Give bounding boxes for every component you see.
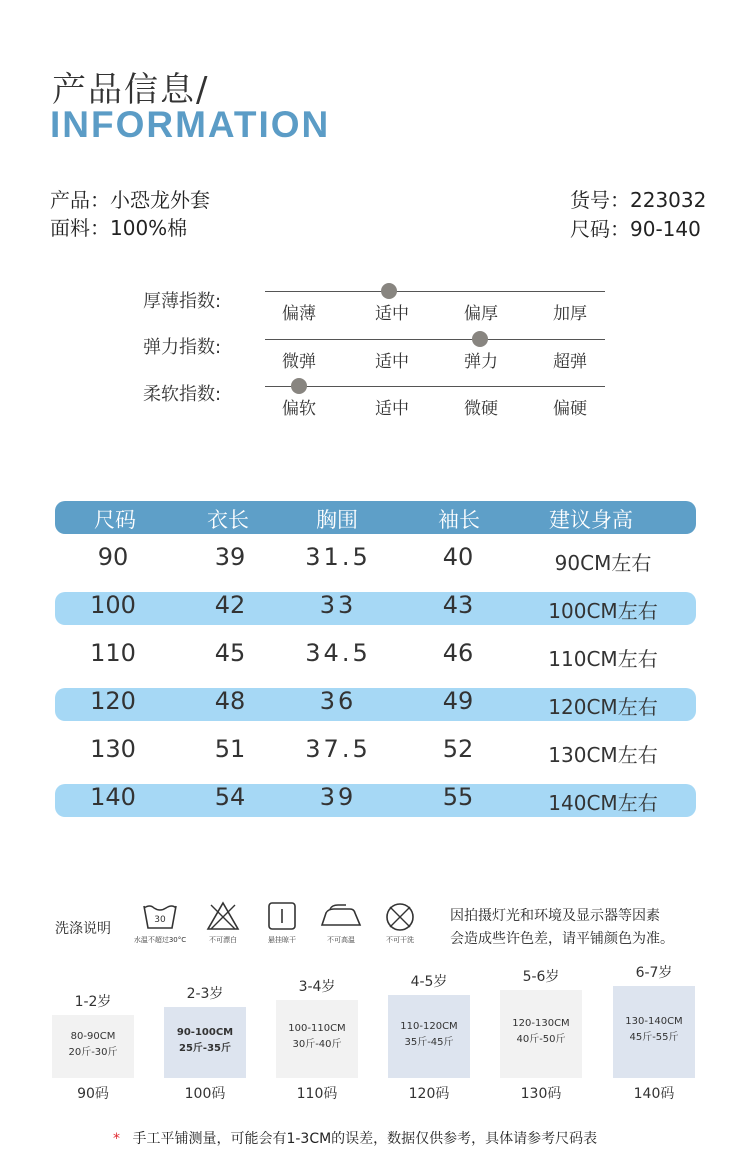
table-cell: 37.5 (305, 735, 371, 763)
age-height-range: 110-120CM (400, 1020, 458, 1032)
wash-title: 洗涤说明 (55, 921, 111, 937)
size-code-label: 90码 (77, 1086, 109, 1102)
table-cell: 130 (90, 735, 136, 763)
color-note-line1: 因拍摄灯光和环境及显示器等因素 (450, 908, 660, 924)
footer-star: * (113, 1131, 120, 1147)
table-cell: 120 (90, 687, 136, 715)
index-option: 适中 (375, 352, 409, 372)
index-option: 偏硬 (553, 399, 587, 419)
index-scale-line (265, 339, 605, 340)
table-cell: 120CM左右 (548, 695, 658, 719)
table-cell: 51 (214, 735, 246, 763)
age-size-box (388, 995, 470, 1078)
age-weight-range: 20斤-30斤 (68, 1046, 118, 1058)
header-chest: 胸围 (316, 508, 358, 532)
product-size-range: 尺码：90-140 (570, 217, 701, 241)
page-title-cn: 产品信息/ (52, 70, 210, 110)
wash-caption-temp: 水温不超过30°C (133, 936, 187, 944)
age-height-range: 120-130CM (512, 1018, 570, 1029)
size-table-header (55, 501, 696, 534)
age-label: 5-6岁 (522, 969, 560, 985)
footer-text: 手工平铺测量，可能会有1-3CM的误差，数据仅供参考，具体请参考尺码表 (132, 1131, 598, 1147)
age-size-box (613, 986, 695, 1078)
wash-caption-bleach: 不可漂白 (209, 936, 237, 944)
product-fabric: 面料：100%棉 (50, 216, 188, 240)
wash-temp-number: 30 (154, 915, 166, 925)
table-cell: 36 (319, 687, 357, 715)
table-cell: 140 (90, 783, 136, 811)
table-cell: 31.5 (305, 543, 371, 571)
age-label: 3-4岁 (298, 979, 336, 995)
age-weight-range: 25斤-35斤 (179, 1042, 231, 1054)
index-marker-dot (381, 283, 397, 299)
age-label: 6-7岁 (635, 965, 673, 981)
age-weight-range: 40斤-50斤 (516, 1034, 566, 1045)
index-option: 弹力 (464, 352, 498, 372)
hang-dry-icon (267, 901, 297, 935)
no-dryclean-icon (384, 901, 416, 937)
table-cell: 140CM左右 (548, 791, 658, 815)
age-size-box (276, 1000, 358, 1078)
header-length: 衣长 (207, 508, 249, 532)
age-size-box (52, 1015, 134, 1078)
age-weight-range: 30斤-40斤 (292, 1039, 342, 1050)
age-label: 4-5岁 (410, 974, 448, 990)
index-label: 柔软指数: (143, 384, 222, 405)
table-cell: 90 (97, 543, 129, 571)
index-marker-dot (291, 378, 307, 394)
table-cell: 130CM左右 (548, 743, 658, 767)
table-cell: 48 (214, 687, 246, 715)
table-cell: 100 (90, 591, 136, 619)
table-cell: 110CM左右 (548, 647, 658, 671)
table-cell: 110 (90, 639, 136, 667)
table-cell: 45 (214, 639, 246, 667)
table-cell: 40 (442, 543, 474, 571)
index-option: 偏薄 (282, 304, 316, 324)
age-label: 1-2岁 (74, 994, 112, 1010)
index-option: 适中 (375, 304, 409, 324)
table-cell: 39 (319, 783, 357, 811)
iron-low-icon (320, 903, 362, 933)
age-label: 2-3岁 (186, 986, 224, 1002)
size-code-label: 130码 (520, 1086, 562, 1102)
table-cell: 54 (214, 783, 246, 811)
size-code-label: 110码 (296, 1086, 338, 1102)
size-code-label: 120码 (408, 1086, 450, 1102)
table-cell: 100CM左右 (548, 599, 658, 623)
table-cell: 33 (319, 591, 357, 619)
age-size-box (500, 990, 582, 1078)
table-cell: 49 (442, 687, 474, 715)
color-note-line2: 会造成些许色差，请平铺颜色为准。 (450, 931, 674, 947)
table-cell: 52 (442, 735, 474, 763)
age-height-range: 80-90CM (70, 1030, 116, 1042)
footer-note (113, 1128, 597, 1148)
index-option: 适中 (375, 399, 409, 419)
product-item-no: 货号：223032 (570, 188, 707, 212)
table-cell: 55 (442, 783, 474, 811)
index-label: 厚薄指数: (143, 291, 222, 312)
index-option: 微硬 (464, 399, 498, 419)
page-title-en: INFORMATION (50, 104, 331, 145)
table-cell: 39 (214, 543, 246, 571)
index-option: 超弹 (553, 352, 587, 372)
wash-caption-iron: 不可高温 (327, 936, 355, 944)
header-sleeve: 袖长 (438, 508, 480, 532)
table-cell: 90CM左右 (554, 551, 652, 575)
index-scale-line (265, 386, 605, 387)
index-option: 加厚 (553, 304, 587, 324)
index-option: 偏厚 (464, 304, 498, 324)
age-height-range: 90-100CM (176, 1026, 234, 1038)
table-cell: 42 (214, 591, 246, 619)
wash-caption-dry: 悬挂晾干 (268, 936, 296, 944)
age-height-range: 130-140CM (625, 1016, 683, 1027)
index-scale-line (265, 291, 605, 292)
index-marker-dot (472, 331, 488, 347)
table-cell: 34.5 (305, 639, 371, 667)
index-label: 弹力指数: (143, 337, 222, 358)
no-bleach-icon (206, 901, 240, 935)
index-option: 微弹 (282, 352, 316, 372)
age-height-range: 100-110CM (288, 1023, 346, 1034)
index-option: 偏软 (282, 399, 316, 419)
age-size-box (164, 1007, 246, 1078)
product-name: 产品：小恐龙外套 (50, 188, 210, 212)
table-cell: 46 (442, 639, 474, 667)
size-code-label: 140码 (633, 1086, 675, 1102)
wash-30-icon (140, 900, 180, 936)
age-weight-range: 35斤-45斤 (404, 1036, 454, 1048)
header-height: 建议身高 (549, 508, 633, 532)
header-size: 尺码 (94, 508, 136, 532)
age-weight-range: 45斤-55斤 (629, 1032, 679, 1043)
size-code-label: 100码 (184, 1086, 226, 1102)
table-cell: 43 (442, 591, 474, 619)
wash-caption-dryclean: 不可干洗 (386, 936, 414, 944)
